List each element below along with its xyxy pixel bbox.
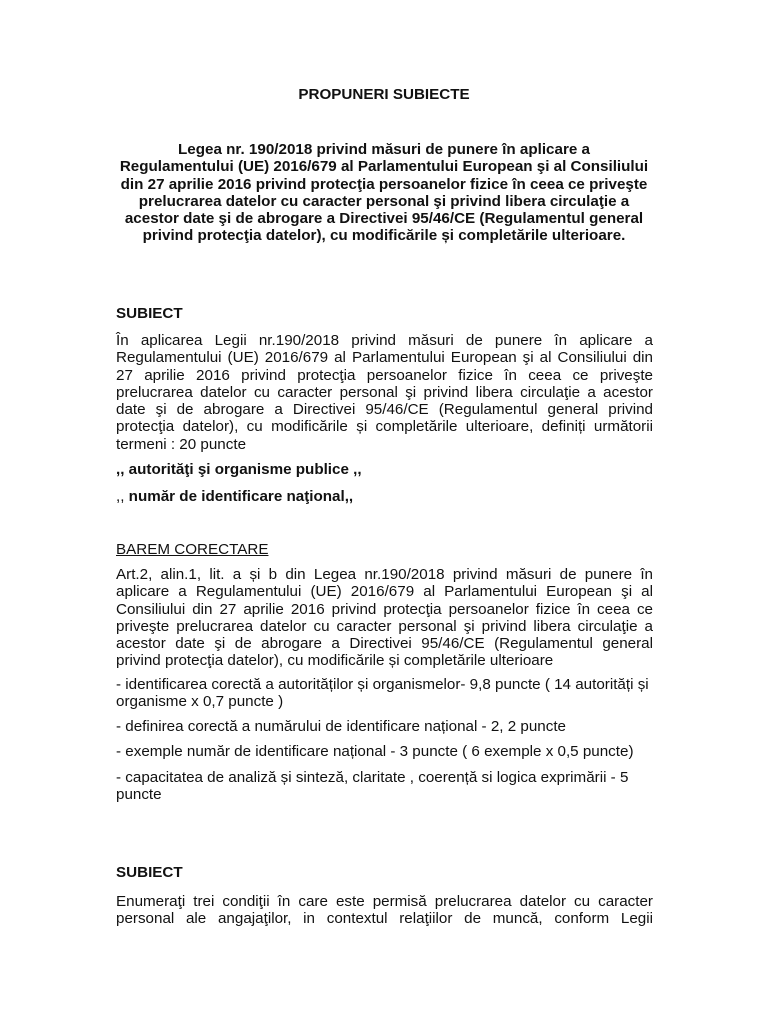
- subject1-line: 27 aprilie 2016 privind protecţia persoanelor fizice în ceea ce priveşte: [116, 366, 653, 384]
- law-title-line: acestor date şi de abrogare a Directivei 95/46/CE (Regulamentul general: [124, 210, 644, 228]
- barem-item-line: - identificarea corectă a autorităților și organismelor- 9,8 puncte ( 14 autorități și: [116, 676, 649, 693]
- term-authorities: ,, autorităţi şi organisme publice ,,: [116, 461, 362, 478]
- term-national-id-prefix: ,,: [116, 488, 125, 505]
- law-title-line: din 27 aprilie 2016 privind protecţia persoanelor fizice în ceea ce priveşte: [120, 175, 648, 193]
- barem-item-definition: - definirea corectă a numărului de identificare național - 2, 2 puncte: [116, 718, 566, 735]
- barem-line: Consiliului din 27 aprilie 2016 privind protecţia persoanelor fizice în ceea ce: [116, 600, 653, 618]
- term-national-id-label: număr de identificare naţional,,: [124, 488, 354, 505]
- subject2-line: Enumeraţi trei condiţii în care este permisă prelucrarea datelor cu caracter: [116, 893, 653, 910]
- term-national-id: [116, 488, 653, 505]
- subject1-line: date şi de abrogare a Directivei 95/46/CE (Regulamentul general privind: [116, 401, 653, 419]
- subject1-heading: SUBIECT: [116, 305, 183, 322]
- law-title: [112, 141, 656, 245]
- law-title-line: prelucrarea datelor cu caracter personal şi privind libera circulaţie a: [138, 192, 630, 210]
- subject1-line: termeni : 20 puncte: [116, 435, 247, 453]
- law-title-line: Regulamentului (UE) 2016/679 al Parlamentului European şi al Consiliului: [119, 158, 649, 176]
- barem-line: priveşte prelucrarea datelor cu caracter personal şi privind libera circulaţie a: [116, 617, 653, 635]
- subject1-line: prelucrarea datelor cu caracter personal şi privind libera circulaţie a acestor: [116, 383, 653, 401]
- barem-item-identification: [116, 676, 653, 711]
- barem-line: aplicare a Regulamentului (UE) 2016/679 al Parlamentului European şi al: [116, 583, 653, 601]
- law-title-line: Legea nr. 190/2018 privind măsuri de punere în aplicare a: [178, 141, 590, 158]
- subject2-heading: SUBIECT: [116, 864, 183, 881]
- subject2-paragraph: [116, 893, 653, 928]
- barem-item-line: - capacitatea de analiză și sinteză, claritate , coerență si logica exprimării - 5: [116, 769, 629, 786]
- barem-item-line: organisme x 0,7 puncte ): [116, 693, 284, 711]
- subject1-line: protecţia datelor), cu modificările și completările ulterioare, definiți următorii: [116, 418, 653, 436]
- document-title: PROPUNERI SUBIECTE: [298, 86, 470, 103]
- subject2-line: personal ale angajaţilor, in contextul relaţiilor de muncă, conform Legii: [116, 910, 653, 928]
- barem-item-examples: - exemple număr de identificare național - 3 puncte ( 6 exemple x 0,5 puncte): [116, 743, 634, 760]
- barem-line: Art.2, alin.1, lit. a și b din Legea nr.190/2018 privind măsuri de punere în: [116, 566, 653, 583]
- law-title-line: privind protecţia datelor), cu modificările și completările ulterioare.: [142, 227, 626, 245]
- barem-line: acestor date şi de abrogare a Directivei 95/46/CE (Regulamentul general: [116, 635, 653, 653]
- barem-item-analysis: [116, 769, 653, 804]
- barem-item-line: puncte: [116, 786, 162, 804]
- barem-heading: BAREM CORECTARE: [116, 541, 269, 558]
- barem-paragraph: [116, 566, 653, 670]
- subject1-line: Regulamentului (UE) 2016/679 al Parlamentului European şi al Consiliului din: [116, 349, 653, 367]
- subject1-paragraph: [116, 332, 653, 453]
- subject1-line: În aplicarea Legii nr.190/2018 privind măsuri de punere în aplicare a: [116, 332, 653, 349]
- barem-line: privind protecţia datelor), cu modificările și completările ulterioare: [116, 652, 554, 670]
